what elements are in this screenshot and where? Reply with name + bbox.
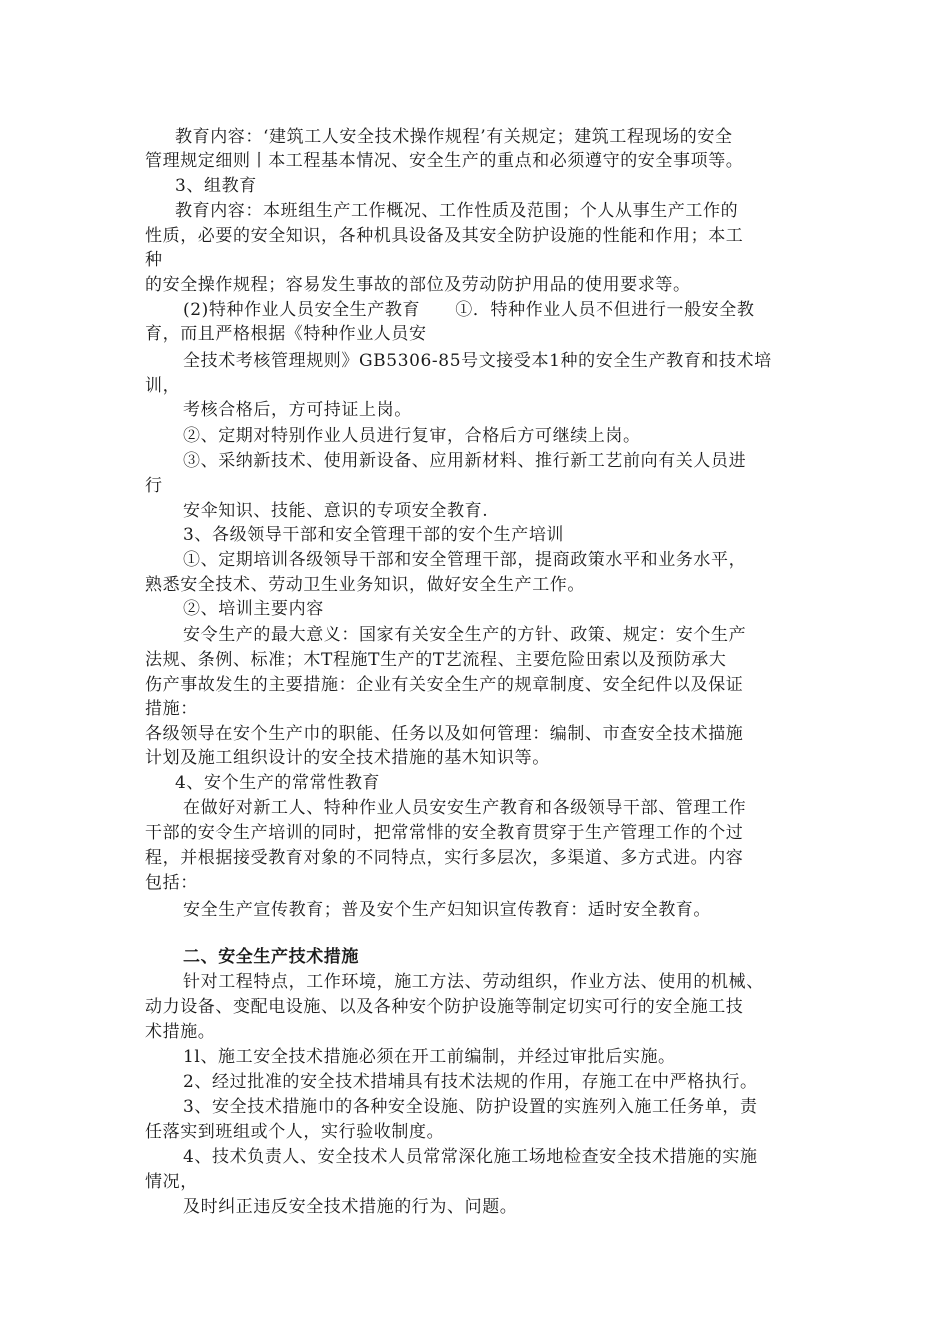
text-line: 训， [145, 376, 181, 396]
text-line: ③、采纳新技术、使用新设备、应用新材料、推行新工艺前向有关人员进 [183, 451, 747, 471]
text-line: 针对工程特点，工作环境，施工方法、劳动组织，作业方法、使用的机械、 [183, 972, 764, 992]
text-line: 在做好对新工人、特种作业人员安安生产教育和各级领导干部、管理工作 [183, 798, 747, 818]
text-line: 种 [145, 250, 163, 270]
text-line: 性质，必要的安全知识，各种机具设备及其安全防护设施的性能和作用；本工 [145, 226, 744, 246]
text-line: 教育内容：‘建筑工人安全技术操作规程’有关规定；建筑工程现场的安全 [175, 127, 733, 147]
text-line: 1l、施工安全技术措施必须在开工前编制，并经过审批后实施。 [183, 1047, 676, 1067]
text-line: 情况， [145, 1172, 198, 1192]
text-line: 4、安个生产的常常性教育 [175, 773, 381, 793]
text-line: 任落实到班组或个人，实行验收制度。 [145, 1122, 445, 1142]
text-line: ①、定期培训各级领导干部和安全管理干部，提商政策水平和业务水平， [183, 550, 747, 570]
text-line: 的安全操作规程；容易发生事故的部位及劳动防护用品的使用要求等。 [145, 275, 691, 295]
text-line: 各级领导在安个生产巾的职能、任务以及如何管理：编制、市查安全技术描施 [145, 724, 744, 744]
text-line: 3、安全技术措施巾的各种安全设施、防护设置的实旌列入施工任务单，责 [183, 1097, 758, 1117]
text-line: 术措施。 [145, 1022, 216, 1042]
text-line: 熟悉安全技术、劳动卫生业务知识，做好安全生产工作。 [145, 575, 585, 595]
text-line: ②、培训主要内容 [183, 599, 324, 619]
text-line: 管理规定细则丨本工程基本情况、安全生产的重点和必须遵守的安全事项等。 [145, 151, 744, 171]
text-line: 考核合格后，方可持证上岗。 [183, 400, 412, 420]
text-line: 3、组教育 [175, 176, 257, 196]
text-line: 育，而且严格根据《特种作业人员安 [145, 324, 427, 344]
section-heading: 二、安全生产技术措施 [183, 947, 359, 967]
text-line: 包括： [145, 873, 198, 893]
text-line: 程，并根据接受教育对象的不同特点，实行多层次，多渠道、多方式进。内容 [145, 848, 744, 868]
text-line: 伤产事故发生的主要措施：企业有关安全生产的规章制度、安全纪件以及保证 [145, 675, 744, 695]
text-line: 干部的安令生产培训的同时，把常常悱的安全教育贯穿于生产管理工作的个过 [145, 823, 744, 843]
text-line: 法规、条例、标准；木T程施T生产的T艺流程、主要危险田索以及预防承大 [145, 650, 727, 670]
text-line: 2、经过批准的安全技术措埔具有技术法规的作用，存施工在中严格执行。 [183, 1072, 758, 1092]
text-line: 安伞知识、技能、意识的专项安全教育. [183, 501, 489, 521]
text-line: 动力设备、变配电设施、以及各种安个防护设施等制定切实可行的安全施工技 [145, 997, 744, 1017]
text-line: ②、定期对特别作业人员进行复审，合格后方可继续上岗。 [183, 426, 641, 446]
text-line: 及时纠正违反安全技术措施的行为、问题。 [183, 1197, 518, 1217]
text-line: 安全生产宣传教育；普及安个生产妇知识宣传教育：适时安全教育。 [183, 900, 711, 920]
text-line: 教育内容：本班组生产工作概况、工作性质及范围；个人从事生产工作的 [175, 201, 739, 221]
text-line: 计划及施工组织设计的安全技术措施的基木知识等。 [145, 748, 550, 768]
text-line: 行 [145, 476, 163, 496]
text-line: 安令生产的最大意义：国家有关安全生产的方针、政策、规定：安个生产 [183, 625, 747, 645]
text-line: (2)特种作业人员安全生产教育 ①．特种作业人员不但进行一般安全教 [183, 300, 755, 320]
text-line: 措施： [145, 699, 198, 719]
text-line: 全技术考核管理规则》GB5306-85号文接受本1种的安全生产教育和技术培 [183, 351, 772, 371]
text-line: 3、各级领导干部和安全管理干部的安个生产培训 [183, 525, 565, 545]
text-line: 4、技术负责人、安全技术人员常常深化施工场地检查安全技术措施的实施 [183, 1147, 758, 1167]
